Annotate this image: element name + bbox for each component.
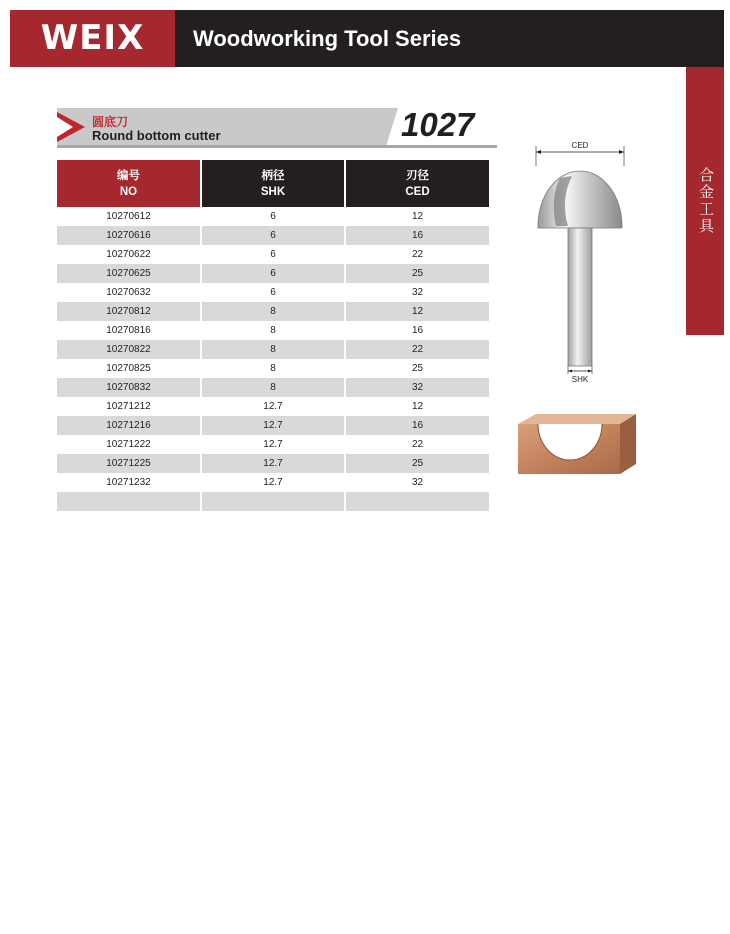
column-header-no — [57, 160, 201, 207]
category-label: 合金工具 — [697, 167, 714, 235]
product-title-strip — [57, 108, 497, 148]
cell-no: 10270822 — [57, 340, 201, 359]
brand-block — [10, 10, 175, 67]
cell-no: 10270816 — [57, 321, 201, 340]
table-row — [57, 245, 489, 264]
cutter-head — [538, 171, 622, 228]
cell-ced: 32 — [345, 473, 489, 492]
ced-label: CED — [571, 141, 589, 150]
table-row — [57, 397, 489, 416]
wood-side-face — [620, 414, 636, 474]
column-header-cn: 刃径 — [406, 169, 429, 182]
cell-shk: 6 — [201, 226, 345, 245]
product-name-cn: 圆底刀 — [92, 115, 129, 129]
cell-shk: 8 — [201, 321, 345, 340]
category-side-tab — [686, 67, 724, 335]
table-row — [57, 359, 489, 378]
column-header-en: NO — [119, 185, 138, 198]
table-row — [57, 302, 489, 321]
cell-no: 10270622 — [57, 245, 201, 264]
cell-ced: 16 — [345, 226, 489, 245]
cell-no: 10271225 — [57, 454, 201, 473]
title-background-tail — [386, 108, 398, 146]
cell-ced: 22 — [345, 340, 489, 359]
cell-no: 10270625 — [57, 264, 201, 283]
cutter-drawing — [520, 138, 640, 398]
series-title: Woodworking Tool Series — [193, 26, 462, 51]
cell-ced: 12 — [345, 397, 489, 416]
title-underline — [57, 145, 497, 148]
cell-shk: 12.7 — [201, 473, 345, 492]
column-header-shk — [201, 160, 345, 207]
table-row — [57, 283, 489, 302]
wood-front-face — [518, 424, 620, 474]
cell-ced: 32 — [345, 283, 489, 302]
cell-ced: 25 — [345, 359, 489, 378]
cell-shk: 12.7 — [201, 435, 345, 454]
wood-profile-image — [516, 410, 638, 476]
table-row — [57, 416, 489, 435]
cell-shk: 6 — [201, 264, 345, 283]
header-banner — [10, 10, 724, 67]
table-row — [57, 321, 489, 340]
table-row — [57, 492, 489, 511]
cell-no: 10270616 — [57, 226, 201, 245]
table-row — [57, 473, 489, 492]
column-header-cn: 编号 — [117, 169, 140, 182]
cell-shk — [201, 492, 345, 511]
table-row — [57, 454, 489, 473]
table-row — [57, 378, 489, 397]
cell-no: 10270612 — [57, 207, 201, 226]
cell-no: 10271232 — [57, 473, 201, 492]
shk-arrow-right — [588, 370, 592, 373]
table-row — [57, 226, 489, 245]
column-header-ced — [345, 160, 489, 207]
arrow-icon-inner — [57, 117, 73, 137]
cell-shk: 8 — [201, 378, 345, 397]
cell-shk: 12.7 — [201, 416, 345, 435]
cell-ced: 16 — [345, 321, 489, 340]
wood-top-face — [518, 414, 636, 424]
cell-ced: 16 — [345, 416, 489, 435]
cell-ced: 22 — [345, 435, 489, 454]
cell-ced: 25 — [345, 264, 489, 283]
cell-shk: 8 — [201, 340, 345, 359]
cell-no: 10270832 — [57, 378, 201, 397]
column-header-en: CED — [405, 185, 430, 198]
column-header-en: SHK — [260, 185, 286, 198]
table-row — [57, 340, 489, 359]
table-body — [57, 207, 489, 511]
cell-no: 10270825 — [57, 359, 201, 378]
column-header-cn: 柄径 — [261, 169, 285, 182]
cell-no — [57, 492, 201, 511]
shk-arrow-left — [568, 370, 572, 373]
cutter-shank — [568, 228, 592, 366]
cell-shk: 6 — [201, 283, 345, 302]
table-row — [57, 264, 489, 283]
cell-no: 10270632 — [57, 283, 201, 302]
cell-ced — [345, 492, 489, 511]
brand-logo: WEIX — [40, 18, 145, 58]
cell-no: 10271216 — [57, 416, 201, 435]
product-code: 1027 — [401, 106, 475, 143]
cell-ced: 12 — [345, 302, 489, 321]
cell-shk: 6 — [201, 245, 345, 264]
product-name-en: Round bottom cutter — [92, 128, 221, 143]
cell-shk: 12.7 — [201, 397, 345, 416]
cell-ced: 25 — [345, 454, 489, 473]
table-header-row — [57, 160, 489, 207]
cell-shk: 6 — [201, 207, 345, 226]
cell-no: 10271222 — [57, 435, 201, 454]
cell-no: 10270812 — [57, 302, 201, 321]
cell-ced: 12 — [345, 207, 489, 226]
cell-shk: 12.7 — [201, 454, 345, 473]
cell-shk: 8 — [201, 302, 345, 321]
spec-table — [57, 160, 489, 511]
cell-no: 10271212 — [57, 397, 201, 416]
cell-ced: 32 — [345, 378, 489, 397]
ced-arrow-left — [536, 150, 541, 154]
table-row — [57, 207, 489, 226]
shk-label: SHK — [571, 375, 589, 384]
cell-shk: 8 — [201, 359, 345, 378]
table-row — [57, 435, 489, 454]
ced-arrow-right — [619, 150, 624, 154]
cell-ced: 22 — [345, 245, 489, 264]
